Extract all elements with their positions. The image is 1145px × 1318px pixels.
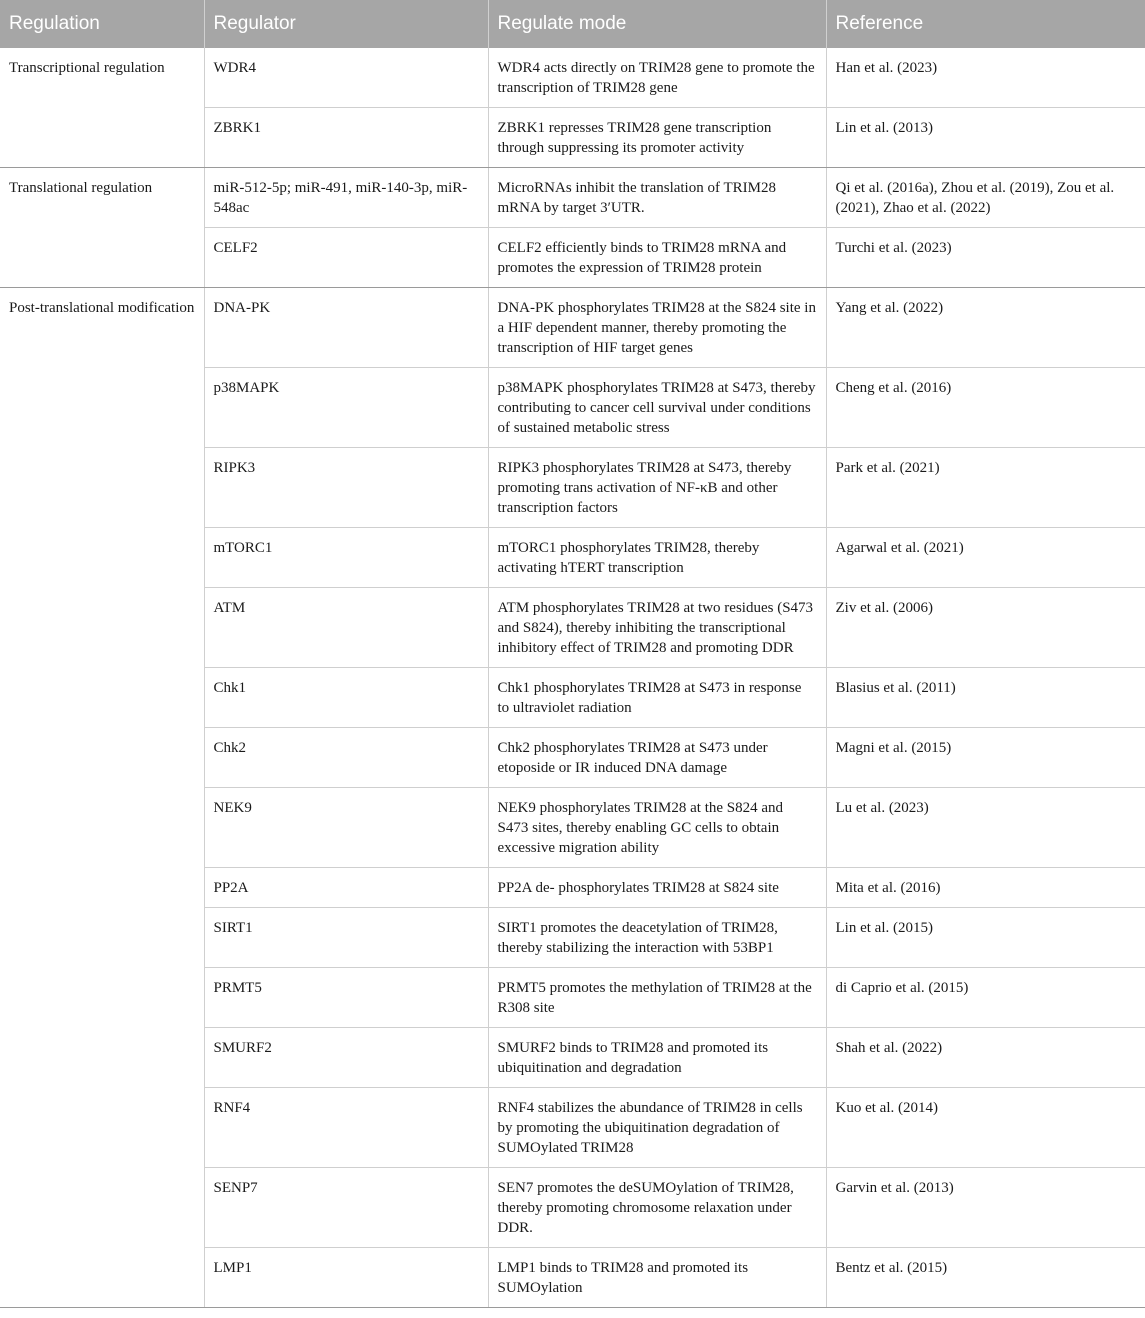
reference-cell: Agarwal et al. (2021) [826, 528, 1145, 588]
regulate-mode-cell: MicroRNAs inhibit the translation of TRIM28 mRNA by target 3′UTR. [488, 168, 826, 228]
regulate-mode-cell: PRMT5 promotes the methylation of TRIM28 at the R308 site [488, 968, 826, 1028]
regulate-mode-cell: p38MAPK phosphorylates TRIM28 at S473, thereby contributing to cancer cell survival under conditions of sustained metabolic stress [488, 368, 826, 448]
header-regulate-mode: Regulate mode [488, 0, 826, 48]
regulation-cell: Transcriptional regulation [0, 48, 204, 168]
regulate-mode-cell: LMP1 binds to TRIM28 and promoted its SUMOylation [488, 1248, 826, 1308]
regulator-cell: LMP1 [204, 1248, 488, 1308]
regulator-cell: RNF4 [204, 1088, 488, 1168]
reference-cell: Qi et al. (2016a), Zhou et al. (2019), Zou et al. (2021), Zhao et al. (2022) [826, 168, 1145, 228]
reference-cell: Kuo et al. (2014) [826, 1088, 1145, 1168]
regulator-cell: DNA-PK [204, 288, 488, 368]
reference-cell: Park et al. (2021) [826, 448, 1145, 528]
regulator-cell: Chk1 [204, 668, 488, 728]
reference-cell: Shah et al. (2022) [826, 1028, 1145, 1088]
table-body [0, 48, 1145, 1308]
reference-cell: Turchi et al. (2023) [826, 228, 1145, 288]
reference-cell: Cheng et al. (2016) [826, 368, 1145, 448]
regulate-mode-cell: mTORC1 phosphorylates TRIM28, thereby activating hTERT transcription [488, 528, 826, 588]
reference-cell: Yang et al. (2022) [826, 288, 1145, 368]
regulator-cell: Chk2 [204, 728, 488, 788]
reference-cell: Garvin et al. (2013) [826, 1168, 1145, 1248]
reference-cell: Bentz et al. (2015) [826, 1248, 1145, 1308]
header-row [0, 0, 1145, 48]
regulator-cell: mTORC1 [204, 528, 488, 588]
regulator-cell: SIRT1 [204, 908, 488, 968]
table-row [0, 48, 1145, 108]
regulate-mode-cell: CELF2 efficiently binds to TRIM28 mRNA and promotes the expression of TRIM28 protein [488, 228, 826, 288]
reference-cell: Magni et al. (2015) [826, 728, 1145, 788]
regulate-mode-cell: RNF4 stabilizes the abundance of TRIM28 in cells by promoting the ubiquitination degradation of SUMOylated TRIM28 [488, 1088, 826, 1168]
regulation-cell: Translational regulation [0, 168, 204, 288]
regulate-mode-cell: WDR4 acts directly on TRIM28 gene to promote the transcription of TRIM28 gene [488, 48, 826, 108]
regulate-mode-cell: ZBRK1 represses TRIM28 gene transcription through suppressing its promoter activity [488, 108, 826, 168]
regulator-cell: SMURF2 [204, 1028, 488, 1088]
regulate-mode-cell: DNA-PK phosphorylates TRIM28 at the S824 site in a HIF dependent manner, thereby promoting the transcription of HIF target genes [488, 288, 826, 368]
regulator-cell: SENP7 [204, 1168, 488, 1248]
header-regulator: Regulator [204, 0, 488, 48]
regulate-mode-cell: SIRT1 promotes the deacetylation of TRIM28, thereby stabilizing the interaction with 53BP1 [488, 908, 826, 968]
reference-cell: Lin et al. (2015) [826, 908, 1145, 968]
regulate-mode-cell: ATM phosphorylates TRIM28 at two residues (S473 and S824), thereby inhibiting the transcriptional inhibitory effect of TRIM28 and promoting DDR [488, 588, 826, 668]
regulator-cell: PRMT5 [204, 968, 488, 1028]
reference-cell: di Caprio et al. (2015) [826, 968, 1145, 1028]
regulator-cell: ATM [204, 588, 488, 668]
reference-cell: Mita et al. (2016) [826, 868, 1145, 908]
regulator-cell: CELF2 [204, 228, 488, 288]
regulator-cell: RIPK3 [204, 448, 488, 528]
regulate-mode-cell: SMURF2 binds to TRIM28 and promoted its ubiquitination and degradation [488, 1028, 826, 1088]
regulate-mode-cell: SEN7 promotes the deSUMOylation of TRIM28, thereby promoting chromosome relaxation under DDR. [488, 1168, 826, 1248]
table-row [0, 288, 1145, 368]
table-row [0, 168, 1145, 228]
regulator-cell: PP2A [204, 868, 488, 908]
regulate-mode-cell: Chk1 phosphorylates TRIM28 at S473 in response to ultraviolet radiation [488, 668, 826, 728]
regulator-cell: WDR4 [204, 48, 488, 108]
regulator-cell: ZBRK1 [204, 108, 488, 168]
regulator-cell: miR-512-5p; miR-491, miR-140-3p, miR-548ac [204, 168, 488, 228]
reference-cell: Han et al. (2023) [826, 48, 1145, 108]
reference-cell: Lu et al. (2023) [826, 788, 1145, 868]
regulate-mode-cell: PP2A de- phosphorylates TRIM28 at S824 site [488, 868, 826, 908]
header-reference: Reference [826, 0, 1145, 48]
reference-cell: Blasius et al. (2011) [826, 668, 1145, 728]
table-header [0, 0, 1145, 48]
header-regulation: Regulation [0, 0, 204, 48]
regulate-mode-cell: Chk2 phosphorylates TRIM28 at S473 under etoposide or IR induced DNA damage [488, 728, 826, 788]
regulator-cell: NEK9 [204, 788, 488, 868]
regulation-cell: Post-translational modification [0, 288, 204, 1308]
regulator-cell: p38MAPK [204, 368, 488, 448]
reference-cell: Ziv et al. (2006) [826, 588, 1145, 668]
reference-cell: Lin et al. (2013) [826, 108, 1145, 168]
regulate-mode-cell: NEK9 phosphorylates TRIM28 at the S824 and S473 sites, thereby enabling GC cells to obtain excessive migration ability [488, 788, 826, 868]
regulate-mode-cell: RIPK3 phosphorylates TRIM28 at S473, thereby promoting trans activation of NF-κB and other transcription factors [488, 448, 826, 528]
